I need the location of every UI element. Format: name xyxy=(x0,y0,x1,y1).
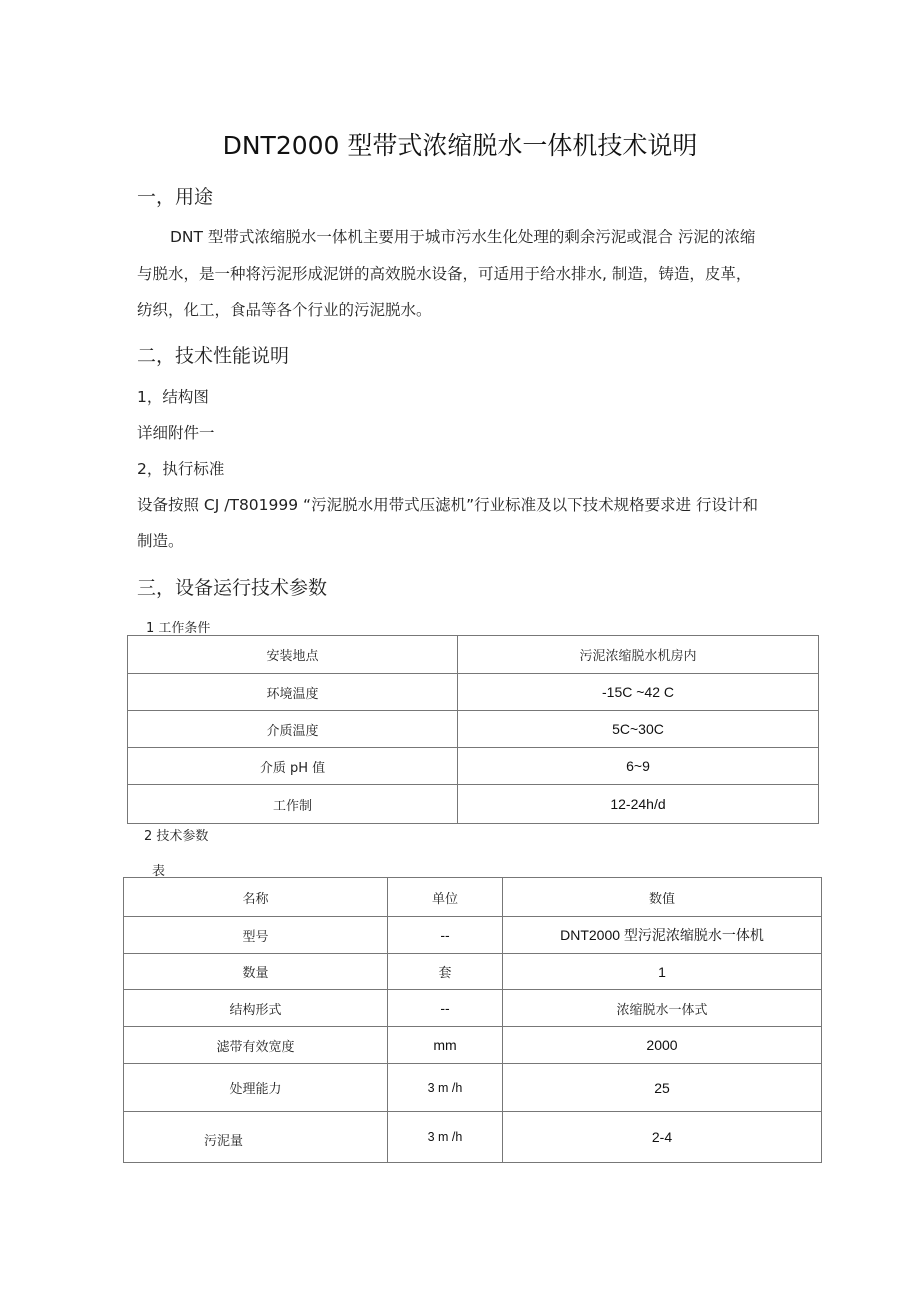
param-value: 浓缩脱水一体式 xyxy=(503,990,822,1027)
param-value: 1 xyxy=(503,954,822,990)
param-unit: 套 xyxy=(388,954,503,990)
working-conditions-table xyxy=(127,635,819,824)
condition-label: 介质温度 xyxy=(128,711,458,748)
section-3-heading: 三，设备运行技术参数 xyxy=(137,577,328,599)
section-1-heading: 一，用途 xyxy=(137,186,214,208)
table-row xyxy=(124,954,822,990)
document-title: DNT2000 型带式浓缩脱水一体机技术说明 xyxy=(222,131,698,160)
table-header-row xyxy=(124,878,822,917)
column-header-value: 数值 xyxy=(503,878,822,917)
param-value: 2000 xyxy=(503,1027,822,1064)
condition-label: 介质 pH 值 xyxy=(128,748,458,785)
subsection-structure-diagram: 1，结构图 xyxy=(137,388,209,406)
section-1-line-1: DNT 型带式浓缩脱水一体机主要用于城市污水生化处理的剩余污泥或混合 污泥的浓缩 xyxy=(170,228,756,246)
table-row xyxy=(124,990,822,1027)
table-row xyxy=(128,785,819,824)
section-1-line-3: 纺织，化工，食品等各个行业的污泥脱水。 xyxy=(137,301,432,319)
param-unit: mm xyxy=(388,1027,503,1064)
table-row xyxy=(128,636,819,674)
column-header-name: 名称 xyxy=(124,878,388,917)
table-row xyxy=(124,1112,822,1163)
attachment-reference: 详细附件一 xyxy=(137,424,215,442)
param-name: 数量 xyxy=(124,954,388,990)
param-unit: 3 m /h xyxy=(388,1112,503,1163)
condition-value: 12-24h/d xyxy=(458,785,819,824)
table-1-caption: 1 工作条件 xyxy=(146,621,211,636)
condition-value: 5C~30C xyxy=(458,711,819,748)
param-name: 型号 xyxy=(124,917,388,954)
table-2-label: 表 xyxy=(152,864,166,879)
param-unit: -- xyxy=(388,917,503,954)
standard-text-line-2: 制造。 xyxy=(137,532,184,550)
table-row xyxy=(124,1027,822,1064)
table-row xyxy=(128,711,819,748)
standard-text-line-1: 设备按照 CJ /T801999 “污泥脱水用带式压滤机”行业标准及以下技术规格要求进 行设计和 xyxy=(137,496,759,514)
condition-value: 6~9 xyxy=(458,748,819,785)
table-row xyxy=(128,748,819,785)
condition-label: 环境温度 xyxy=(128,674,458,711)
param-value: 2-4 xyxy=(503,1112,822,1163)
param-name: 污泥量 xyxy=(124,1112,388,1163)
condition-value: 污泥浓缩脱水机房内 xyxy=(458,636,819,674)
param-value: 25 xyxy=(503,1064,822,1112)
section-2-heading: 二，技术性能说明 xyxy=(137,345,290,367)
param-name: 处理能力 xyxy=(124,1064,388,1112)
technical-parameters-table xyxy=(123,877,822,1163)
condition-label: 工作制 xyxy=(128,785,458,824)
column-header-unit: 单位 xyxy=(388,878,503,917)
condition-label: 安装地点 xyxy=(128,636,458,674)
param-unit: 3 m /h xyxy=(388,1064,503,1112)
table-row xyxy=(124,1064,822,1112)
param-unit: -- xyxy=(388,990,503,1027)
subsection-standard: 2，执行标准 xyxy=(137,460,225,478)
param-name: 滤带有效宽度 xyxy=(124,1027,388,1064)
section-1-line-2: 与脱水，是一种将污泥形成泥饼的高效脱水设备，可适用于给水排水, 制造，铸造，皮革， xyxy=(137,265,752,283)
table-row xyxy=(124,917,822,954)
table-2-caption: 2 技术参数 xyxy=(144,829,209,844)
condition-value: -15C ~42 C xyxy=(458,674,819,711)
param-name: 结构形式 xyxy=(124,990,388,1027)
param-value: DNT2000 型污泥浓缩脱水一体机 xyxy=(503,917,822,954)
table-row xyxy=(128,674,819,711)
